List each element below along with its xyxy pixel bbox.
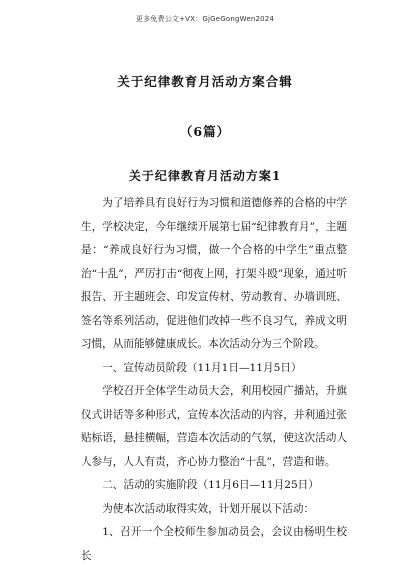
header-watermark: 更多免费公文+VX：GjGeGongWen2024 xyxy=(135,15,275,23)
paragraph-stage-two-intro: 为使本次活动取得实效，计划开展以下活动： xyxy=(102,502,315,515)
section-title: 关于纪律教育月活动方案1 xyxy=(128,169,282,183)
paragraph-stage-two-heading: 二、活动的实施阶段（11月6日—11月25日） xyxy=(102,479,319,491)
paragraph-intro: 为了培养具有良好行为习惯和道德修养的合格的中学生，学校决定，今年继续开展第七届“纪律教育月”，主题是：“养成良好行为习惯，做一个合格的中学生”重点整治“十乱”，严厉打击“彻夜上网，打架斗殴”现象，通过听报告、开主题班会、印发宣传材、劳动教育、办墙训班、签名等系列活动，促进他们改掉一些不良习气，养成文明习惯，从而能够健康成长。本次活动分为三个阶段。 xyxy=(81,197,347,350)
paragraph-activity-one: 1、召开一个全校师生参加动员会，会议由杨明生校长 xyxy=(81,526,347,562)
document-body xyxy=(81,192,347,568)
document-title: 关于纪律教育月活动方案合辑 xyxy=(117,74,293,89)
paragraph-stage-one-heading: 一、宣传动员阶段（11月1日—11月5日） xyxy=(102,361,302,374)
document-subtitle: （6篇） xyxy=(179,124,231,139)
paragraph-stage-one-body: 学校召开全体学生动员大会，利用校园广播站，升旗仪式讲话等多种形式，宣传本次活动的内容，并利通过张贴标语，悬挂横幅，营造本次活动的气氛，使这次活动人人参与，人人有责，齐心协力整治“十乱”，营造和谐。 xyxy=(81,385,347,468)
